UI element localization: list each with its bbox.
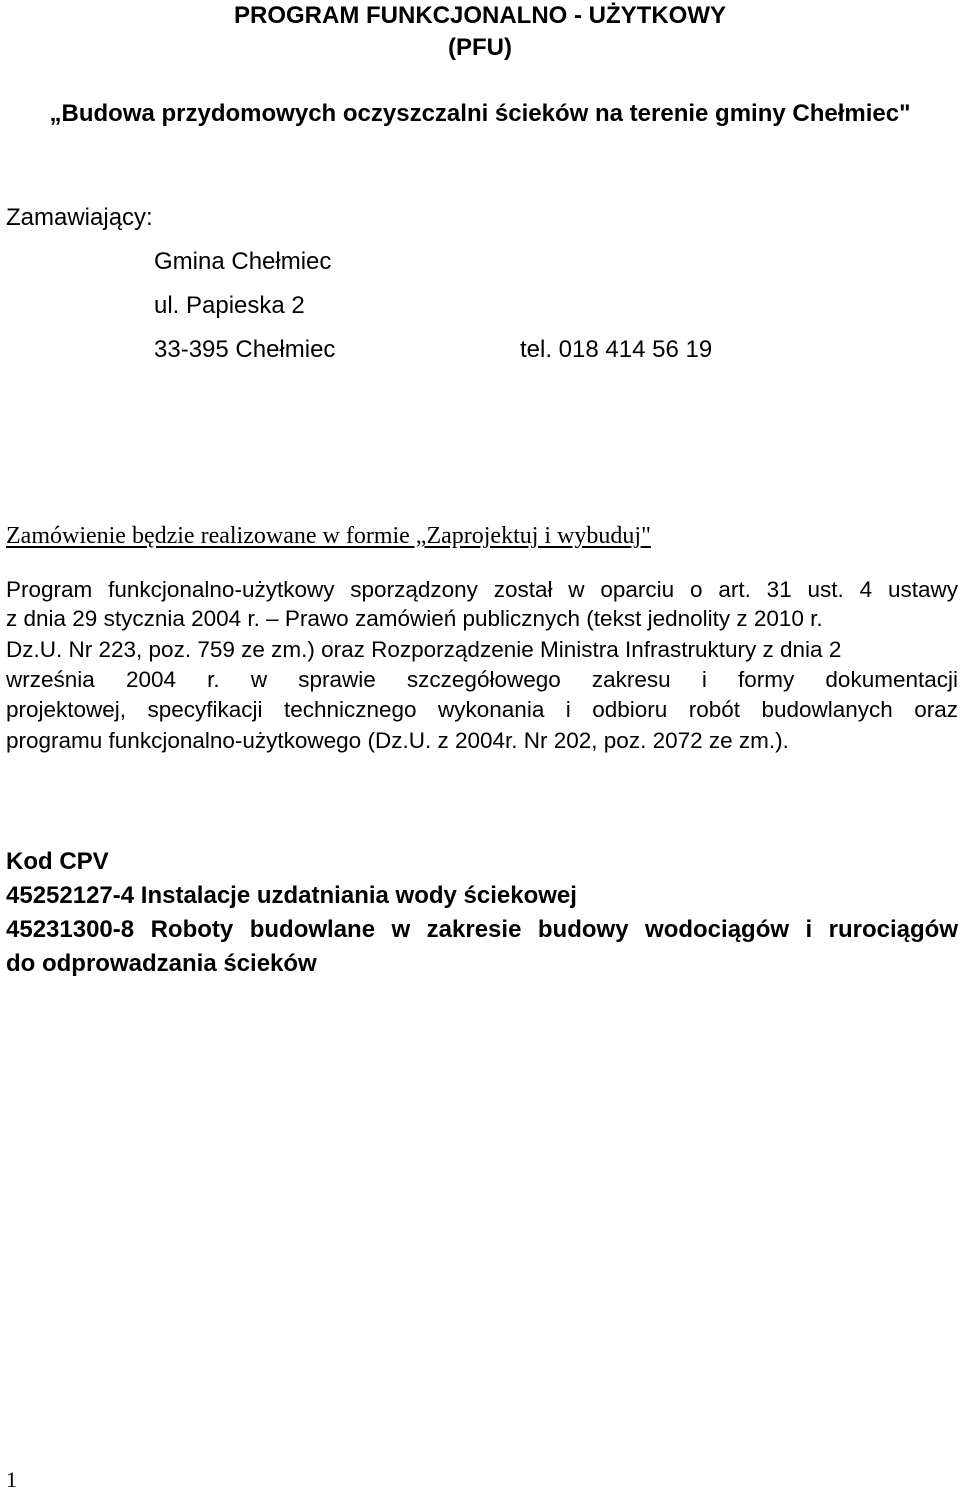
legal-basis-line: Program funkcjonalno-użytkowy sporządzony został w oparciu o art. 31 ust. 4 ustawy <box>6 577 958 602</box>
page-number: 1 <box>6 1467 17 1492</box>
orderer-street: ul. Papieska 2 <box>154 292 305 319</box>
cpv-item-continuation: do odprowadzania ścieków <box>6 950 317 977</box>
orderer-city: 33-395 Chełmiec <box>154 336 336 363</box>
cpv-item: 45252127-4 Instalacje uzdatniania wody ściekowej <box>6 882 577 909</box>
project-name: „Budowa przydomowych oczyszczalni ścieków na terenie gminy Chełmiec" <box>49 100 911 127</box>
legal-basis-line: projektowej, specyfikacji technicznego wykonania i odbioru robót budowlanych oraz <box>6 697 958 722</box>
document-title: PROGRAM FUNKCJONALNO - UŻYTKOWY <box>234 2 726 29</box>
orderer-phone: tel. 018 414 56 19 <box>520 336 713 363</box>
legal-basis-line: z dnia 29 stycznia 2004 r. – Prawo zamówień publicznych (tekst jednolity z 2010 r. <box>6 606 823 631</box>
legal-basis-line: Dz.U. Nr 223, poz. 759 ze zm.) oraz Rozporządzenie Ministra Infrastruktury z dnia 2 <box>6 637 842 662</box>
legal-basis-line: programu funkcjonalno-użytkowego (Dz.U. z 2004r. Nr 202, poz. 2072 ze zm.). <box>6 728 789 753</box>
orderer-name: Gmina Chełmiec <box>154 248 332 275</box>
procurement-form-statement: Zamówienie będzie realizowane w formie „Zaprojektuj i wybuduj" <box>6 523 651 549</box>
legal-basis-line: września 2004 r. w sprawie szczegółowego zakresu i formy dokumentacji <box>6 667 958 692</box>
cpv-item: 45231300-8 Roboty budowlane w zakresie budowy wodociągów i rurociągów <box>6 916 958 943</box>
cpv-heading: Kod CPV <box>6 848 109 875</box>
document-title-abbrev: (PFU) <box>448 34 512 61</box>
orderer-label: Zamawiający: <box>6 204 153 231</box>
